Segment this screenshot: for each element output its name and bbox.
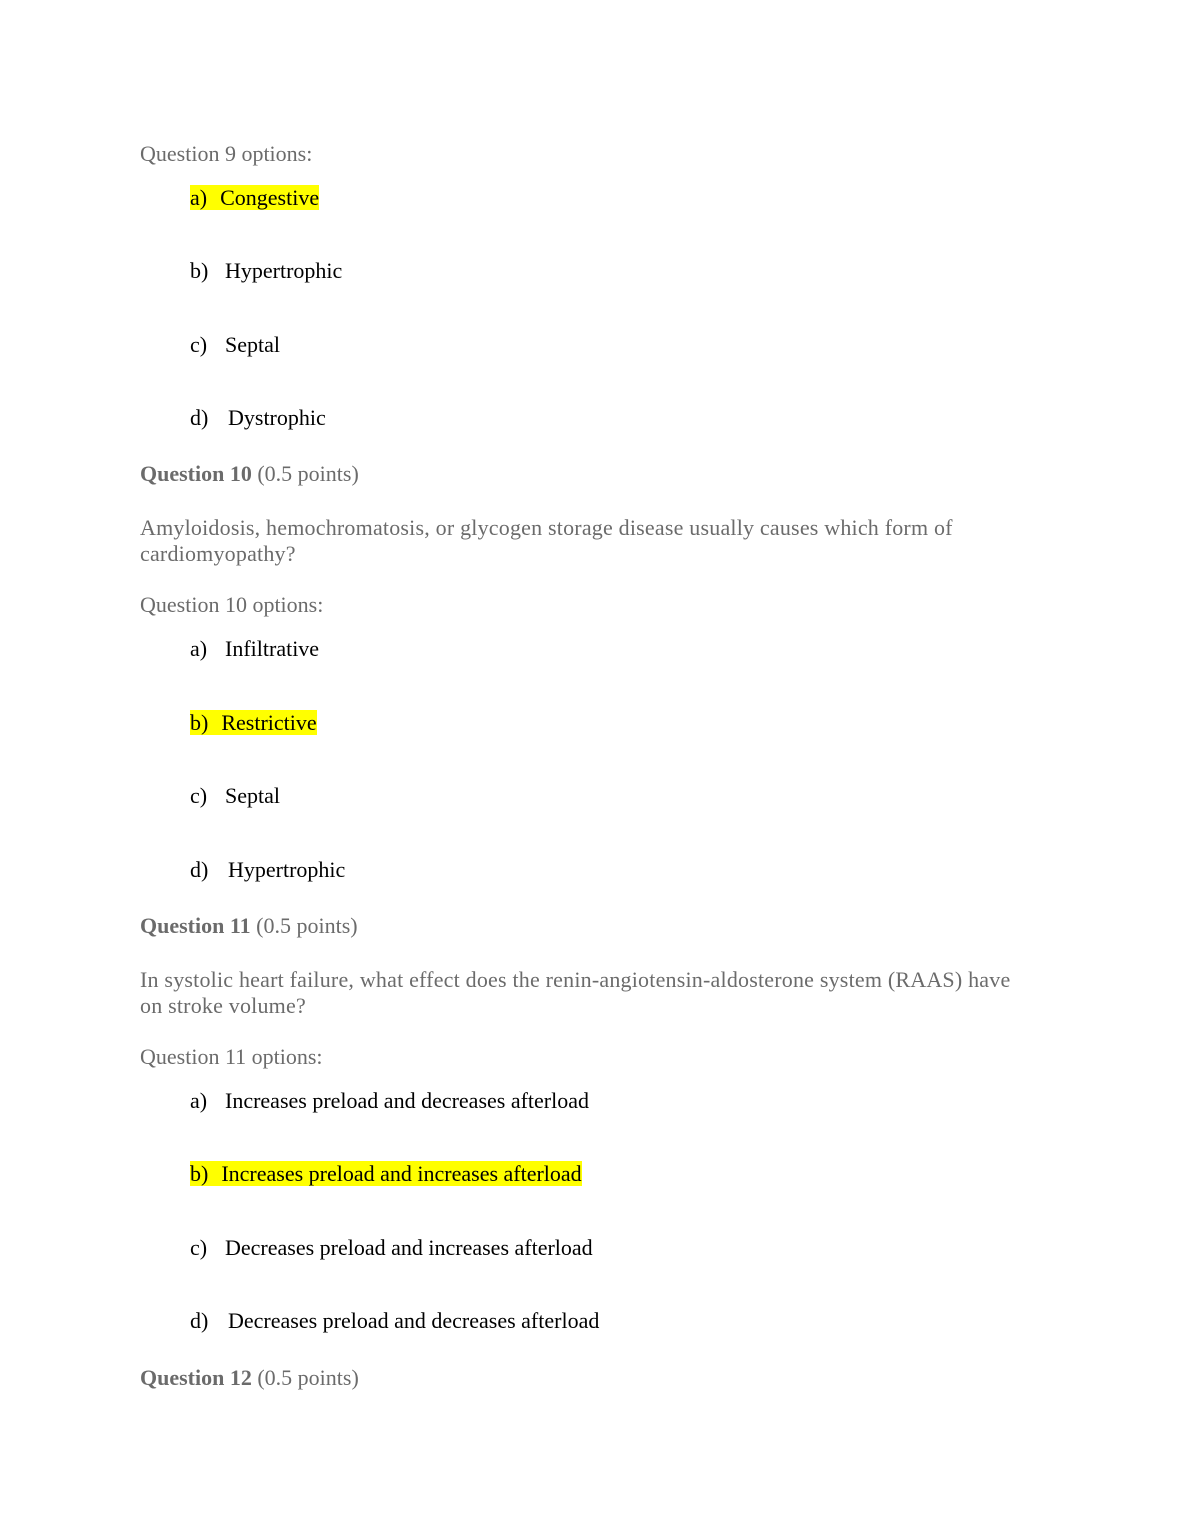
option-text: Septal <box>225 783 280 808</box>
option-letter: d) <box>190 857 209 882</box>
q9-option-c <box>190 332 280 358</box>
q9-option-d <box>190 405 326 431</box>
option-text: Decreases preload and increases afterload <box>225 1235 593 1260</box>
option-letter: c) <box>190 783 208 808</box>
highlighted-answer <box>190 185 319 210</box>
option-text: Septal <box>225 332 280 357</box>
question-title: Question 10 <box>140 461 252 486</box>
option-letter: b) <box>190 1161 209 1186</box>
q11-option-c <box>190 1235 593 1261</box>
q10-option-a <box>190 636 319 662</box>
question-title: Question 12 <box>140 1365 252 1390</box>
q10-option-c <box>190 783 280 809</box>
q11-option-d <box>190 1308 599 1334</box>
option-letter: a) <box>190 1088 208 1113</box>
option-text: Increases preload and decreases afterload <box>225 1088 590 1113</box>
q11-option-b <box>190 1161 582 1187</box>
q10-prompt: Amyloidosis, hemochromatosis, or glycogen storage disease usually causes which form of cardiomyopathy? <box>140 515 953 566</box>
option-text: Congestive <box>220 185 320 210</box>
q10-options-label: Question 10 options: <box>140 592 324 617</box>
q9-option-a <box>190 185 319 211</box>
q11-options-label: Question 11 options: <box>140 1044 323 1069</box>
question-points: (0.5 points) <box>256 913 358 938</box>
option-text: Increases preload and increases afterload <box>221 1161 582 1186</box>
option-letter: d) <box>190 405 209 430</box>
option-letter: b) <box>190 258 209 283</box>
option-letter: c) <box>190 332 208 357</box>
option-letter: a) <box>190 185 208 210</box>
q11-option-a <box>190 1088 589 1114</box>
option-letter: d) <box>190 1308 209 1333</box>
q9-option-b <box>190 258 342 284</box>
q11-prompt: In systolic heart failure, what effect does the renin-angiotensin-aldosterone system (RAAS) have on stroke volume? <box>140 967 1011 1018</box>
question-title: Question 11 <box>140 913 251 938</box>
option-text: Restrictive <box>221 710 317 735</box>
option-text: Infiltrative <box>225 636 320 661</box>
option-text: Hypertrophic <box>228 857 346 882</box>
question-points: (0.5 points) <box>257 1365 359 1390</box>
option-text: Hypertrophic <box>225 258 343 283</box>
option-text: Dystrophic <box>228 405 326 430</box>
highlighted-answer <box>190 710 317 735</box>
question-points: (0.5 points) <box>257 461 359 486</box>
q10-option-b <box>190 710 317 736</box>
highlighted-answer <box>190 1161 582 1186</box>
option-letter: a) <box>190 636 208 661</box>
q10-option-d <box>190 857 345 883</box>
option-text: Decreases preload and decreases afterload <box>228 1308 600 1333</box>
q9-options-label: Question 9 options: <box>140 141 313 166</box>
q11-heading <box>140 913 358 939</box>
option-letter: c) <box>190 1235 208 1260</box>
option-letter: b) <box>190 710 209 735</box>
q10-heading <box>140 461 359 487</box>
q12-heading <box>140 1365 359 1391</box>
